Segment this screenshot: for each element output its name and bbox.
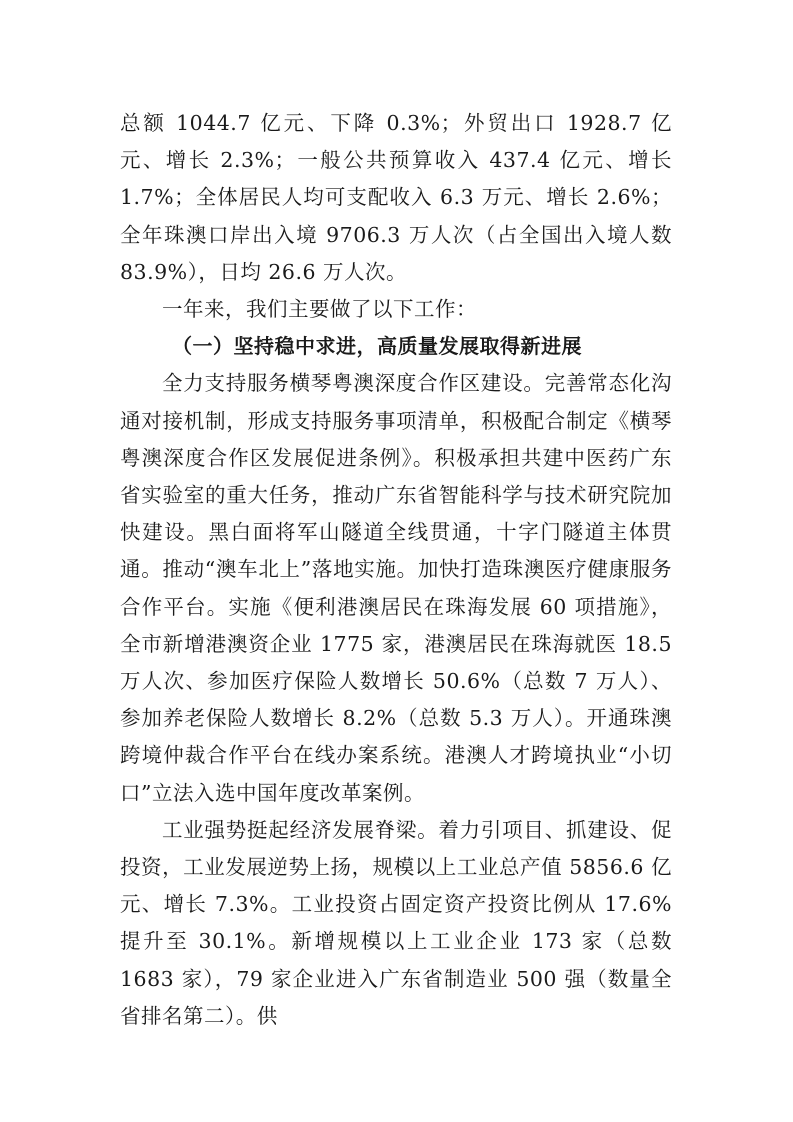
- document-page: [120, 105, 672, 1035]
- paragraph-hengqin-cooperation: 全力支持服务横琴粤澳深度合作区建设。完善常态化沟通对接机制，形成支持服务事项清单，积极配合制定《横琴粤澳深度合作区发展促进条例》。积极承担共建中医药广东省实验室的重大任务，推动广东省智能科学与技术研究院加快建设。黑白面将军山隧道全线贯通，十字门隧道主体贯通。推动“澳车北上”落地实施。加快打造珠澳医疗健康服务合作平台。实施《便利港澳居民在珠海发展 60 项措施》，全市新增港澳资企业 1775 家，港澳居民在珠海就医 18.5 万人次、参加医疗保险人数增长 50.6%（总数 7 万人）、参加养老保险人数增长 8.2%（总数 5.3 万人）。开通珠澳跨境仲裁合作平台在线办案系统。港澳人才跨境执业“小切口”立法入选中国年度改革案例。: [120, 371, 672, 805]
- paragraph-work-intro: 一年来，我们主要做了以下工作：: [162, 297, 477, 322]
- section-heading: （一）坚持稳中求进，高质量发展取得新进展: [172, 334, 582, 359]
- paragraph-economic-summary: 总额 1044.7 亿元、下降 0.3%；外贸出口 1928.7 亿元、增长 2.3%；一般公共预算收入 437.4 亿元、增长 1.7%；全体居民人均可支配收入 6.3 万元、增长 2.6%；全年珠澳口岸出入境 9706.3 万人次（占全国出入境人数 83.9%），日均 26.6 万人次。: [120, 111, 672, 284]
- paragraph-industry: 工业强势挺起经济发展脊梁。着力引项目、抓建设、促投资，工业发展逆势上扬，规模以上工业总产值 5856.6 亿元、增长 7.3%。工业投资占固定资产投资比例从 17.6%提升至 30.1%。新增规模以上工业企业 173 家（总数 1683 家），79 家企业进入广东省制造业 500 强（数量全省排名第二）。供: [120, 817, 672, 1028]
